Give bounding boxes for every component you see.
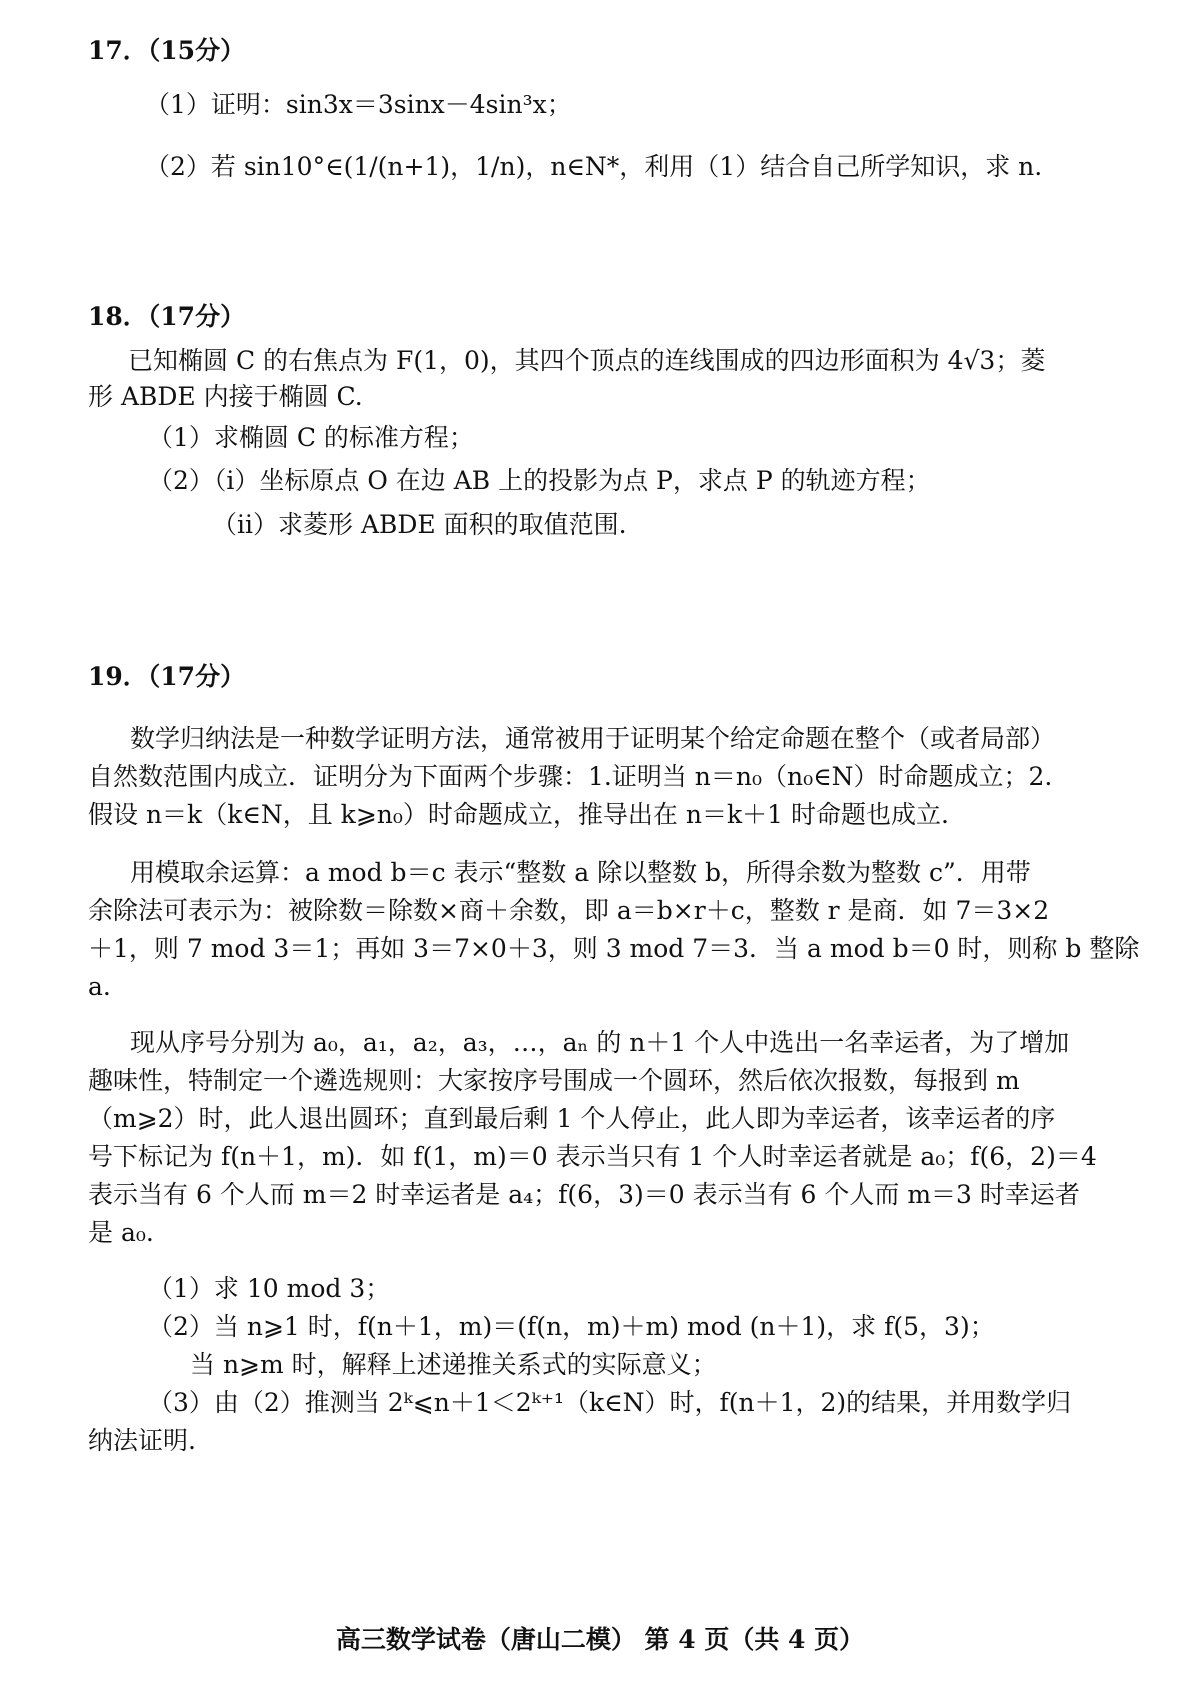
q18-stem-line-1: 已知椭圆 C 的右焦点为 F(1，0)，其四个顶点的连线围成的四边形面积为 4√3；菱 [128, 346, 1046, 375]
q19-para-a-line-1: 数学归纳法是一种数学证明方法，通常被用于证明某个给定命题在整个（或者局部） [130, 724, 1056, 753]
page-footer: 高三数学试卷（唐山二模） 第 4 页（共 4 页） [335, 1625, 865, 1654]
q19-para-c-line-2: 趣味性，特制定一个遴选规则：大家按序号围成一个圆环，然后依次报数，每报到 m [88, 1066, 1020, 1095]
q19-part-3-line-2: 纳法证明. [88, 1426, 196, 1455]
q17-part-2: （2）若 sin10°∈(1/(n+1)，1/n)，n∈N*，利用（1）结合自己所学知识，求 n. [145, 152, 1043, 181]
q19-part-2-line-1: （2）当 n⩾1 时，f(n＋1，m)＝(f(n，m)＋m) mod (n＋1)，求 f(5，3)； [148, 1312, 995, 1341]
q18-part-2-ii: （ⅱ）求菱形 ABDE 面积的取值范围. [212, 510, 627, 539]
q17-heading: 17．（15分） [88, 36, 246, 65]
q19-para-c-line-4: 号下标记为 f(n＋1，m)．如 f(1，m)＝0 表示当只有 1 个人时幸运者就是 a₀；f(6，2)＝4 [88, 1142, 1097, 1171]
q19-para-b-line-1: 用模取余运算：a mod b＝c 表示“整数 a 除以整数 b，所得余数为整数 c”．用带 [130, 858, 1031, 887]
q19-para-b-line-4: a. [88, 972, 111, 1001]
q19-para-c-line-6: 是 a₀. [88, 1218, 154, 1247]
q19-para-c-line-1: 现从序号分别为 a₀，a₁，a₂，a₃，…，aₙ 的 n＋1 个人中选出一名幸运者，为了增加 [130, 1028, 1070, 1057]
q19-part-3-line-1: （3）由（2）推测当 2ᵏ⩽n＋1＜2ᵏ⁺¹（k∈N）时，f(n＋1，2)的结果，并用数学归 [148, 1388, 1072, 1417]
q19-para-a-line-3: 假设 n＝k（k∈N，且 k⩾n₀）时命题成立，推导出在 n＝k＋1 时命题也成立. [88, 800, 949, 829]
q18-stem-line-2: 形 ABDE 内接于椭圆 C. [88, 382, 363, 411]
q19-para-a-line-2: 自然数范围内成立．证明分为下面两个步骤：1.证明当 n＝n₀（n₀∈N）时命题成立；2. [88, 762, 1053, 791]
q19-para-b-line-2: 余除法可表示为：被除数＝除数×商＋余数，即 a＝b×r＋c，整数 r 是商．如 7＝3×2 [88, 896, 1050, 925]
q18-part-1: （1）求椭圆 C 的标准方程； [148, 423, 474, 452]
q19-part-2-line-2: 当 n⩾m 时，解释上述递推关系式的实际意义； [190, 1350, 717, 1379]
q19-para-c-line-3: （m⩾2）时，此人退出圆环；直到最后剩 1 个人停止，此人即为幸运者，该幸运者的序 [88, 1104, 1056, 1133]
q18-heading: 18．（17分） [88, 302, 246, 331]
q17-part-1: （1）证明：sin3x＝3sinx－4sin³x； [145, 90, 572, 119]
q19-para-b-line-3: ＋1，则 7 mod 3＝1；再如 3＝7×0＋3，则 3 mod 7＝3．当 a mod b＝0 时，则称 b 整除 [88, 934, 1140, 963]
q18-part-2-i: （2）（ⅰ）坐标原点 O 在边 AB 上的投影为点 P，求点 P 的轨迹方程； [148, 466, 931, 495]
q19-heading: 19．（17分） [88, 662, 246, 691]
q19-part-1: （1）求 10 mod 3； [148, 1274, 391, 1303]
q19-para-c-line-5: 表示当有 6 个人而 m＝2 时幸运者是 a₄；f(6，3)＝0 表示当有 6 个人而 m＝3 时幸运者 [88, 1180, 1080, 1209]
